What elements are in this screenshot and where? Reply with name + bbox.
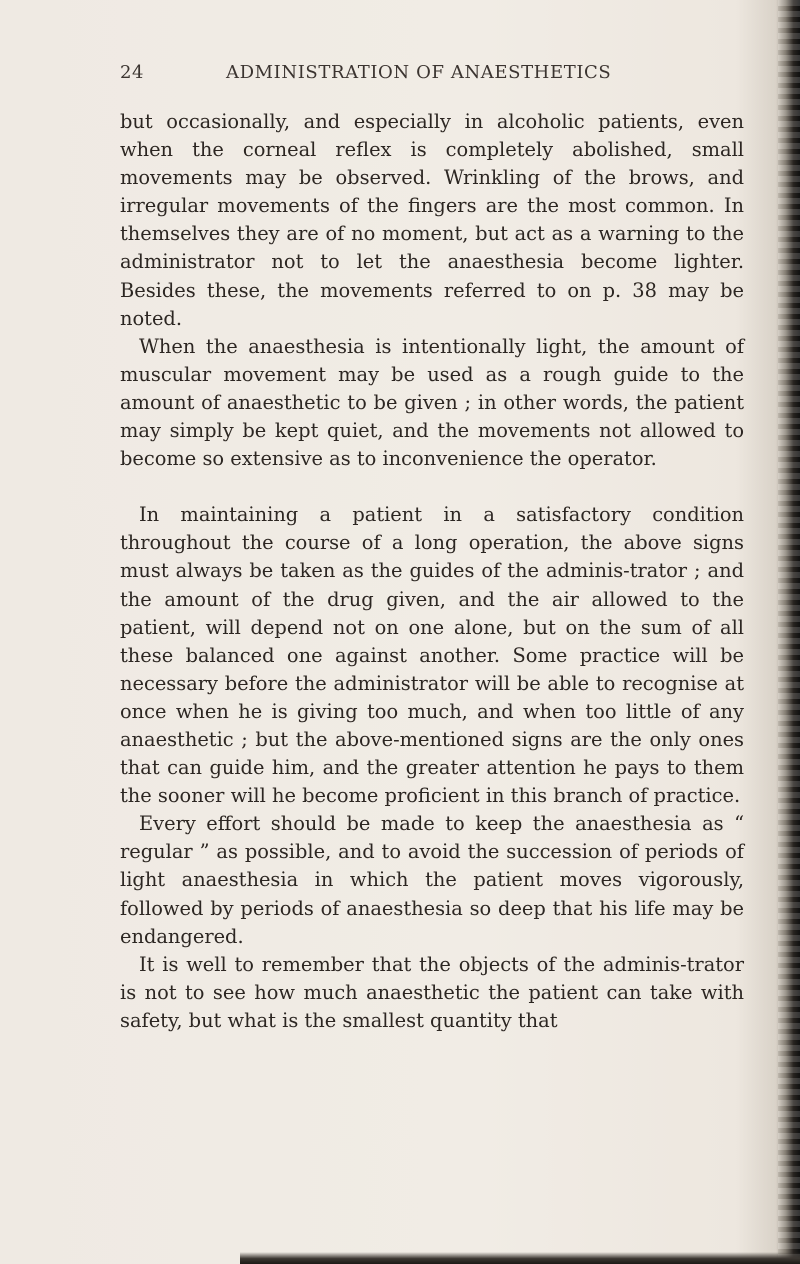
- running-header: [120, 62, 745, 88]
- page-bottom-shadow: [240, 1252, 800, 1264]
- page-number: 24: [120, 62, 145, 83]
- paragraph-continued: but occasionally, and especially in alcoholic patients, even when the corneal reflex is completely abolished, small movements may be observed. Wrinkling of the brows, and irregular movements of the fingers are the most common. In themselves they are of no moment, but act as a warning to the administrator not to let the anaesthesia become lighter. Besides these, the movements referred to on p. 38 may be noted.: [120, 110, 744, 330]
- paragraph-light-anaesthesia: When the anaesthesia is intentionally light, the amount of muscular movement may be used as a rough guide to the amount of anaesthetic to be given ; in other words, the patient may simply be kept quiet, and the movements not allowed to become so extensive as to inconvenience the operator.: [120, 334, 744, 471]
- running-title: ADMINISTRATION OF ANAESTHETICS: [226, 62, 612, 83]
- paragraph-regular-anaesthesia: Every effort should be made to keep the anaesthesia as “ regular ” as possible, and to avoid the succession of periods of light anaesthesia in which the patient moves vigorously, followed by periods of anaesthesia so deep that his life may be endangered.: [120, 812, 744, 948]
- page-edge-shadow: [778, 0, 800, 1264]
- paragraph-smallest-quantity: It is well to remember that the objects of the adminis-trator is not to see how much anaesthetic the patient can take with safety, but what is the smallest quantity that: [120, 952, 744, 1032]
- paragraph-maintaining-patient: In maintaining a patient in a satisfactory condition throughout the course of a long operation, the above signs must always be taken as the guides of the adminis-trator ; and the amount of the drug given, and the air allowed to the patient, will depend not on one alone, but on the sum of all these balanced one against another. Some practice will be necessary before the administrator will be able to recognise at once when he is giving too much, and when too little of any anaesthetic ; but the above-mentioned signs are the only ones that can guide him, and the greater attention he pays to them the sooner will he become proficient in this branch of practice.: [120, 503, 744, 808]
- body-text: [120, 108, 744, 1035]
